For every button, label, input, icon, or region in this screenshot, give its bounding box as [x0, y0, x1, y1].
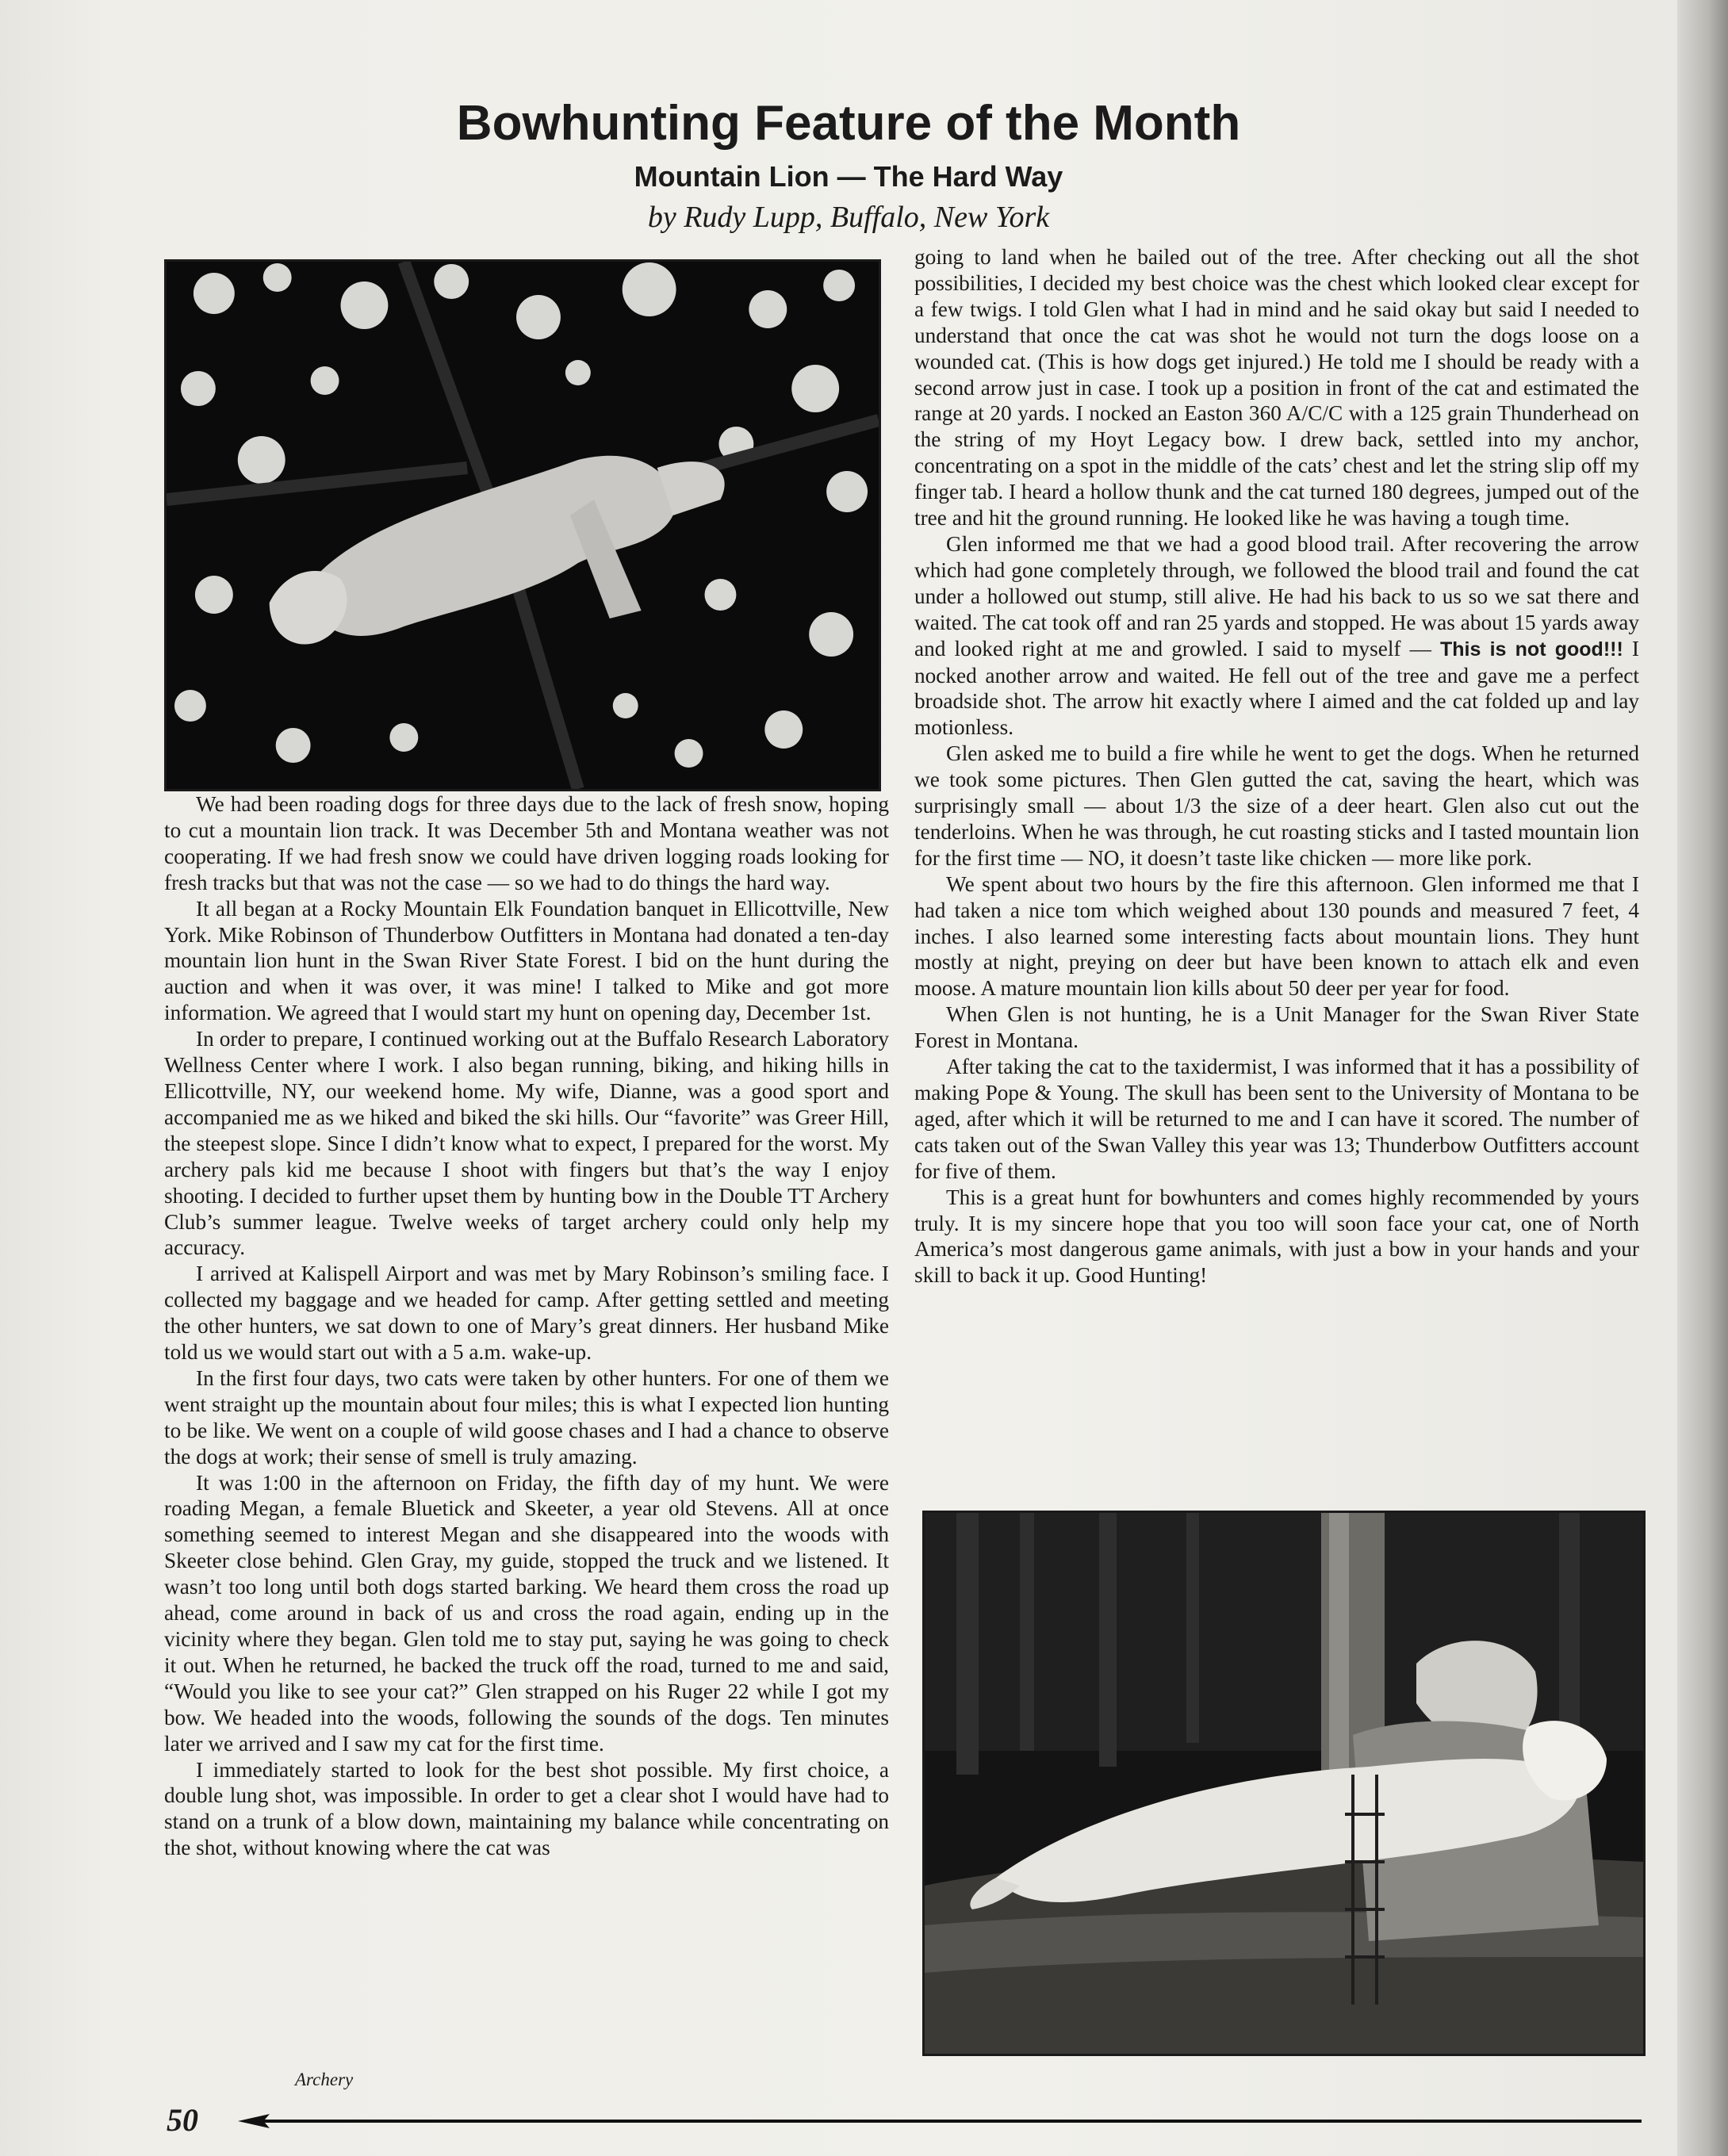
footer-magazine-name: Archery — [295, 2070, 354, 2089]
photo-hunter-with-lion-image — [925, 1513, 1643, 2054]
paragraph-text: Glen informed me that we had a good blood trail. After recovering the arrow which had gone completely through, we followed the blood trail and found the cat under a hollowed out stump, still alive. He had his back to us so we sat there and waited. The cat took off and ran 25 yards and stopped. He was about 15 yards away and looked right at me and growled. I said to myself — — [914, 531, 1639, 661]
footer-page-number: 50 — [167, 2102, 198, 2138]
paragraph: In order to prepare, I continued working out at the Buffalo Research Laboratory Wellness Center where I work. I also began running, biking, and hiking hills in Ellicottville, NY, our weekend home. My wife, Dianne, was a good sport and accompanied me as we hiked and biked the ski hills. Our “favorite” was Greer Hill, the steepest slope. Since I didn’t know what to expect, I prepared for the worst. My archery pals kid me because I shoot with fingers but that’s the way I enjoy shooting. I decided to further upset them by hunting bow in the Double TT Archery Club’s summer league. Twelve weeks of target archery could only help my accuracy. — [164, 1027, 889, 1260]
paragraph: In the first four days, two cats were taken by other hunters. For one of them we went straight up the mountain about four miles; this is what I expected lion hunting to be like. We went on a couple of wild goose chases and I had a chance to observe the dogs at work; their sense of smell is truly amazing. — [164, 1365, 889, 1469]
paragraph: It was 1:00 in the afternoon on Friday, the fifth day of my hunt. We were roading Megan, a female Bluetick and Skeeter, a year old Stevens. All at once something seemed to interest Megan and she disappeared into the woods with Skeeter close behind. Glen Gray, my guide, stopped the truck and we listened. It wasn’t too long until both dogs started barking. We heard them cross the road up ahead, come around in back of us and cross the road again, ending up in the vicinity where they began. Glen told me to stay put, saying he was going to check it out. When he returned, he backed the truck off the road, turned to me and said, “Would you like to see your cat?” Glen strapped on his Ruger 22 while I got my bow. We headed into the woods, following the sounds of the dogs. Ten minutes later we arrived and I saw my cat for the first time. — [164, 1470, 889, 1756]
paragraph: Glen asked me to build a fire while he went to get the dogs. When he returned we took some pictures. Then Glen gutted the cat, saving the heart, which was surprisingly small — about 1/3 the size of a deer heart. Glen also cut out the tenderloins. When he was through, he cut roasting sticks and I tasted mountain lion for the first time — NO, it doesn’t taste like chicken — more like pork. — [914, 741, 1639, 870]
article-header — [159, 94, 1538, 238]
paragraph: going to land when he bailed out of the tree. After checking out all the shot possibilities, I decided my best choice was the chest which looked clear except for a few twigs. I told Glen what I had in mind and he said okay but said I needed to understand that once the cat was shot he would not turn the dogs loose on a wounded cat. (This is how dogs get injured.) He told me I should be ready with a second arrow just in case. I took up a position in front of the cat and estimated the range at 20 yards. I nocked an Easton 360 A/C/C with a 125 grain Thunderhead on the string of my Hoyt Legacy bow. I drew back, settled into my anchor, concentrating on a spot in the middle of the cats’ chest and let the string slip off my finger tab. I heard a hollow thunk and the cat turned 180 degrees, jumped out of the tree and hit the ground running. He looked like he was having a tough time. — [914, 245, 1639, 530]
page-spine-shadow — [1677, 0, 1728, 2156]
paragraph: I arrived at Kalispell Airport and was met by Mary Robinson’s smiling face. I collected my baggage and we headed for camp. After getting settled and meeting the other hunters, we sat down to one of Mary’s great dinners. Her husband Mike told us we would start out with a 5 a.m. wake-up. — [164, 1262, 889, 1365]
photo-hunter-with-lion — [922, 1511, 1646, 2056]
paragraph: We spent about two hours by the fire this afternoon. Glen informed me that I had taken a nice tom which weighed about 130 pounds and measured 7 feet, 4 inches. I also learned some interesting facts about mountain lions. They hunt mostly at night, preying on deer but have been known to attach elk and even moose. A mature mountain lion kills about 50 deer per year for food. — [914, 871, 1639, 1001]
paragraph: When Glen is not hunting, he is a Unit Manager for the Swan River State Forest in Montana. — [914, 1002, 1639, 1053]
photo-lion-in-tree-image — [167, 262, 879, 789]
paragraph: After taking the cat to the taxidermist, I was informed that it has a possibility of making Pope & Young. The skull has been sent to the University of Montana to be aged, after which it will be returned to me and I can have it scored. The number of cats taken out of the Swan Valley this year was 13; Thunderbow Outfitters account for five of them. — [914, 1055, 1639, 1183]
footer-arrow-rule — [238, 2109, 1642, 2141]
photo-lion-in-tree — [164, 259, 881, 791]
article-column-right — [914, 244, 1639, 1289]
paragraph: It all began at a Rocky Mountain Elk Foundation banquet in Ellicottville, New York. Mike Robinson of Thunderbow Outfitters in Montana had donated a ten-day mountain lion hunt in the Swan River State Forest. I bid on the hunt during the auction and when it was over, it was mine! I talked to Mike and got more information. We agreed that I would start my hunt on opening day, December 1st. — [164, 896, 889, 1025]
paragraph — [914, 531, 1639, 741]
emphasis-text: This is not good!!! — [1439, 638, 1623, 661]
article-subtitle: Mountain Lion — The Hard Way — [634, 160, 1063, 193]
paragraph: I immediately started to look for the best shot possible. My first choice, a double lung shot, was impossible. In order to get a clear shot I would have had to stand on a trunk of a blow down, maintaining my balance while concentrating on the shot, without knowing where the cat was — [164, 1757, 889, 1860]
article-byline: by Rudy Lupp, Buffalo, New York — [647, 201, 1050, 234]
paragraph: We had been roading dogs for three days due to the lack of fresh snow, hoping to cut a mountain lion track. It was December 5th and Montana weather was not cooperating. If we had fresh snow we could have driven logging roads looking for fresh tracks but that was not the case — so we had to do things the hard way. — [164, 792, 889, 894]
paragraph-text: I nocked another arrow and waited. He fell out of the tree and gave me a perfect broadside shot. The arrow hit exactly where I aimed and the cat folded up and lay motionless. — [914, 636, 1639, 740]
article-column-left — [164, 791, 889, 1861]
article-title: Bowhunting Feature of the Month — [456, 96, 1241, 151]
paragraph: This is a great hunt for bowhunters and comes highly recommended by yours truly. It is my sincere hope that you too will soon face your cat, one of North America’s most dangerous game animals, with just a bow in your hands and your skill to back it up. Good Hunting! — [914, 1185, 1639, 1288]
